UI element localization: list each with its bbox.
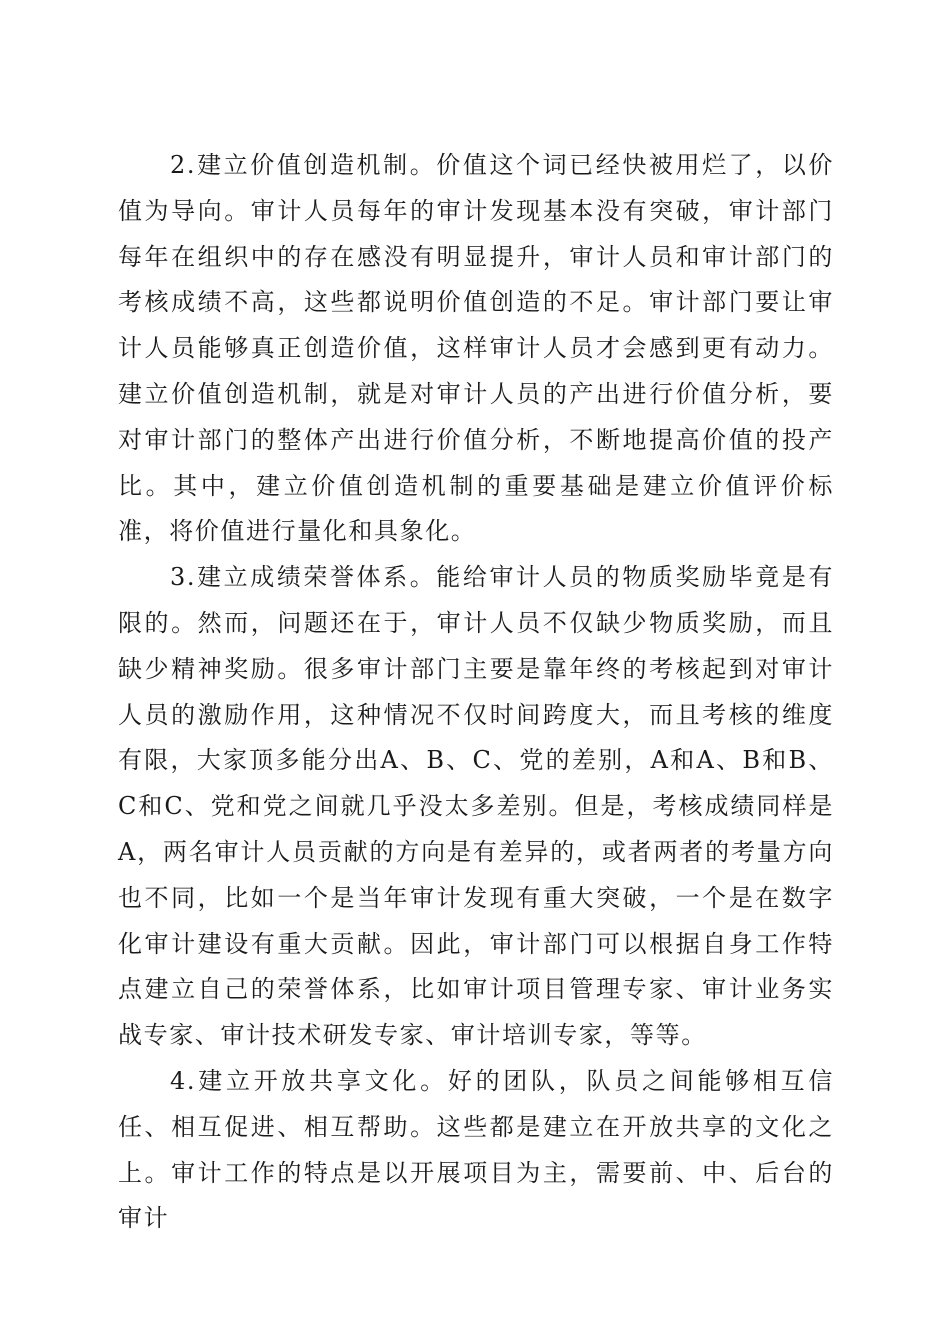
paragraph-honor-system: 3.建立成绩荣誉体系。能给审计人员的物质奖励毕竟是有限的。然而，问题还在于，审计人员不仅缺少物质奖励，而且缺少精神奖励。很多审计部门主要是靠年终的考核起到对审计人员的激励作用，这种情况不仅时间跨度大，而且考核的维度有限，大家顶多能分出A、B、C、党的差别，A和A、B和B、C和C、党和党之间就几乎没太多差别。但是，考核成绩同样是A，两名审计人员贡献的方向是有差异的，或者两者的考量方向也不同，比如一个是当年审计发现有重大突破，一个是在数字化审计建设有重大贡献。因此，审计部门可以根据自身工作特点建立自己的荣誉体系，比如审计项目管理专家、审计业务实战专家、审计技术研发专家、审计培训专家，等等。 — [118, 563, 834, 1050]
document-body — [118, 143, 834, 1242]
paragraph-value-creation: 2.建立价值创造机制。价值这个词已经快被用烂了，以价值为导向。审计人员每年的审计发现基本没有突破，审计部门每年在组织中的存在感没有明显提升，审计人员和审计部门的考核成绩不高，这些都说明价值创造的不足。审计部门要让审计人员能够真正创造价值，这样审计人员才会感到更有动力。建立价值创造机制，就是对审计人员的产出进行价值分析，要对审计部门的整体产出进行价值分析，不断地提高价值的投产比。其中，建立价值创造机制的重要基础是建立价值评价标准，将价值进行量化和具象化。 — [118, 151, 834, 546]
paragraph-open-sharing: 4.建立开放共享文化。好的团队，队员之间能够相互信任、相互促进、相互帮助。这些都是建立在开放共享的文化之上。审计工作的特点是以开展项目为主，需要前、中、后台的审计 — [118, 1066, 834, 1233]
